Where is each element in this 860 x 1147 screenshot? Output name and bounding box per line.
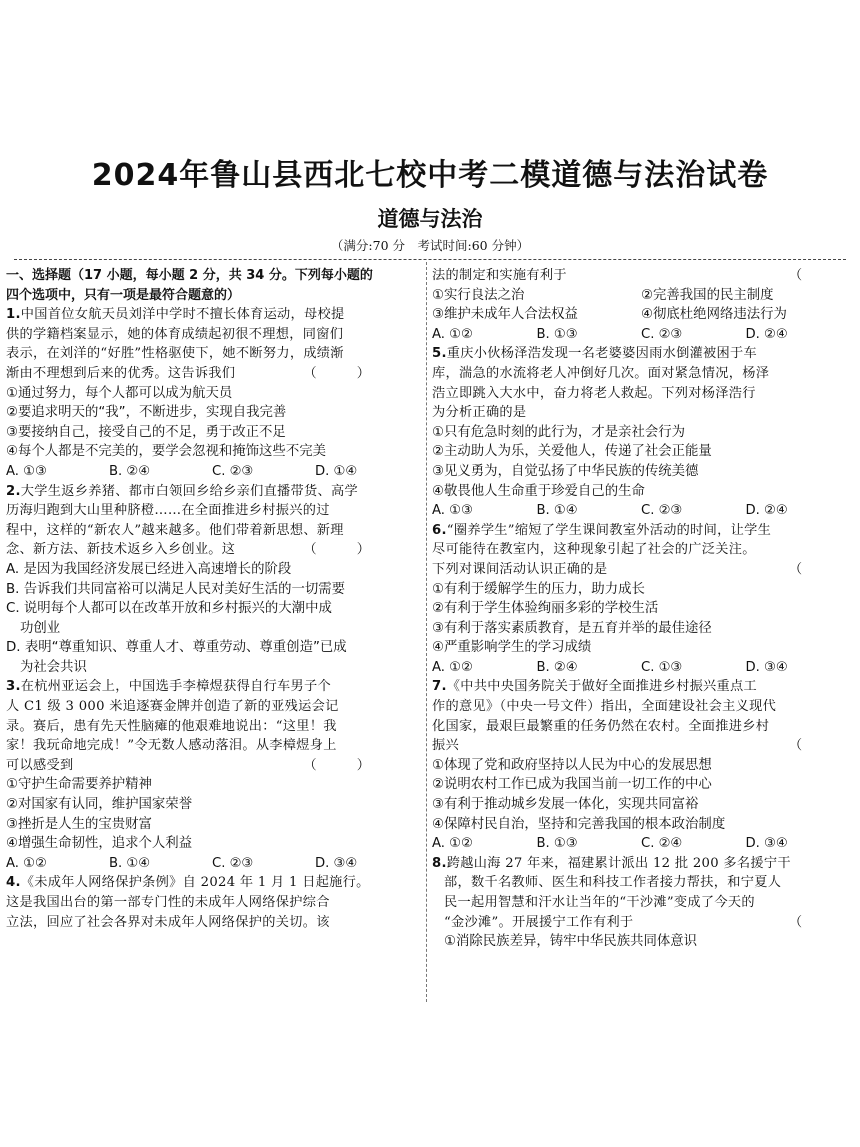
option-a: A. ①③	[432, 503, 473, 519]
option-a: A. ①②	[432, 326, 473, 342]
statement-item: ②说明农村工作已成为我国当前一切工作的中心	[432, 777, 712, 793]
statement-item: ①守护生命需要养护精神	[6, 777, 152, 793]
right-column	[432, 266, 850, 952]
question-stem: 化国家，最艰巨最繁重的任务仍然在农村。全面推进乡村	[432, 718, 770, 734]
question-4-cont	[432, 266, 850, 344]
question-2	[6, 482, 418, 678]
option-b: B. 告诉我们共同富裕可以满足人民对美好生活的一切需要	[6, 581, 346, 597]
question-stem: 浩立即跳入大水中，奋力将老人救起。下列对杨泽浩行	[432, 385, 756, 401]
option-a: A. ①②	[432, 836, 473, 852]
statement-item: ③维护未成年人合法权益	[432, 307, 578, 323]
question-stem: 家！我玩命地完成！”令无数人感动落泪。从李樟煜身上	[6, 738, 337, 754]
statement-item: ①实行良法之治	[432, 287, 525, 303]
question-stem: 重庆小伙杨泽浩发现一名老婆婆因雨水倒灌被困于车	[446, 346, 758, 362]
question-stem: 在杭州亚运会上，中国选手李樟煜获得自行车男子个	[20, 679, 332, 695]
statement-item: ③要接纳自己，接受自己的不足，勇于改正不足	[6, 424, 286, 440]
statement-item: ①有利于缓解学生的压力，助力成长	[432, 581, 645, 597]
question-stem: “圈养学生”缩短了学生课间教室外活动的时间，让学生	[446, 522, 772, 538]
option-c: C. 说明每个人都可以在改革开放和乡村振兴的大潮中成	[6, 601, 332, 617]
question-stem: 中国首位女航天员刘洋中学时不擅长体育运动，母校提	[20, 307, 345, 323]
question-stem: 这是我国出台的第一部专门性的未成年人网络保护综合	[6, 895, 330, 910]
option-b: B. ①③	[536, 326, 578, 342]
statement-item: ②要追求明天的“我”，不断进步，实现自我完善	[6, 405, 287, 421]
statement-item: ②有利于学生体验绚丽多彩的学校生活	[432, 601, 659, 617]
statement-item: ①消除民族差异，铸牢中华民族共同体意识	[444, 934, 698, 950]
option-c-cont: 功创业	[20, 620, 61, 636]
option-b: B. ①③	[536, 836, 578, 852]
statement-item: ①体现了党和政府坚持以人民为中心的发展思想	[432, 757, 712, 773]
option-d: D. ③④	[745, 836, 788, 852]
question-7	[432, 677, 850, 853]
option-c: C. ②④	[641, 836, 683, 852]
section-heading-line2: 四个选项中，只有一项是最符合题意的）	[6, 287, 241, 303]
answer-options	[6, 462, 418, 482]
answer-options	[432, 325, 850, 345]
question-stem: 录。赛后，患有先天性脑瘫的他艰难地说出：“这里！我	[6, 718, 337, 734]
statement-item: ③见义勇为，自觉弘扬了中华民族的传统美德	[432, 463, 699, 479]
statement-item: ②主动助人为乐，关爱他人，传递了社会正能量	[432, 444, 712, 460]
statement-item: ①只有危急时刻的此行为，才是亲社会行为	[432, 424, 686, 440]
exam-title: 2024年鲁山县西北七校中考二模道德与法治试卷	[91, 158, 769, 193]
option-c: C. ②③	[641, 326, 683, 342]
question-stem: 为分析正确的是	[432, 405, 527, 421]
question-1	[6, 305, 418, 481]
question-number: 5.	[432, 346, 447, 362]
question-stem: 民一起用智慧和汗水让当年的“干沙滩”变成了今天的	[444, 895, 755, 910]
question-stem: 振兴	[432, 738, 459, 754]
option-d: D. ②④	[745, 326, 788, 342]
option-d: D. ③④	[315, 855, 358, 871]
statement-item: ②完善我国的民主制度	[641, 287, 774, 303]
question-number: 1.	[6, 307, 21, 323]
question-stem: 尽可能待在教室内，这种现象引起了社会的广泛关注。	[432, 542, 756, 558]
question-stem: 供的学籍档案显示，她的体育成绩起初很不理想，同窗们	[6, 326, 344, 342]
header-divider	[14, 259, 846, 260]
question-4-start	[6, 873, 418, 932]
option-a: A. ①③	[6, 463, 47, 479]
column-divider	[426, 262, 427, 1002]
question-number: 3.	[6, 679, 21, 695]
question-stem: 历海归跑到大山里种脐橙……在全面推进乡村振兴的过	[6, 503, 330, 519]
answer-paren: （ ）	[303, 757, 388, 773]
question-stem: 库，湍急的水流将老人冲倒好几次。面对紧急情况，杨泽	[432, 365, 770, 381]
question-stem: 大学生返乡养猪、都市白领回乡给乡亲们直播带货、高学	[20, 483, 358, 499]
statement-item: ④每个人都是不完美的，要学会忽视和掩饰这些不完美	[6, 444, 326, 460]
option-b: B. ②④	[536, 659, 578, 675]
question-number: 8.	[432, 855, 447, 871]
option-b: B. ②④	[109, 463, 151, 479]
option-a: A. ①②	[432, 659, 473, 675]
answer-paren: （ ）	[303, 542, 388, 558]
statement-item: ②对国家有认同，维护国家荣誉	[6, 797, 193, 813]
question-stem: 《未成年人网络保护条例》自 2024 年 1 月 1 日起施行。	[20, 875, 370, 891]
question-stem: 跨越山海 27 年来，福建累计派出 12 批 200 多名援宁干	[446, 855, 791, 871]
option-d-cont: 为社会共识	[20, 659, 87, 675]
option-a: A. ①②	[6, 855, 47, 871]
answer-paren: （	[788, 738, 820, 754]
statement-item: ④增强生命韧性，追求个人利益	[6, 836, 193, 852]
question-stem: 作的意见》（中央一号文件）指出，全面建设社会主义现代	[432, 699, 777, 715]
option-d: D. ②④	[745, 503, 788, 519]
statement-item: ①通过努力，每个人都可以成为航天员	[6, 385, 233, 401]
answer-options	[6, 854, 418, 874]
answer-paren: （	[788, 561, 820, 577]
question-stem: 程中，这样的“新农人”越来越多。他们带着新思想、新理	[6, 522, 344, 538]
answer-paren: （	[788, 268, 820, 283]
question-stem: 《中共中央国务院关于做好全面推进乡村振兴重点工	[446, 679, 758, 695]
answer-options	[432, 501, 850, 521]
question-3	[6, 677, 418, 873]
statement-item: ③有利于落实素质教育，是五育并举的最佳途径	[432, 620, 712, 636]
question-6	[432, 521, 850, 678]
question-stem: 可以感受到	[6, 757, 74, 773]
option-c: C. ②③	[212, 463, 254, 479]
section-heading-line1: 一、选择题（17 小题，每小题 2 分，共 34 分。下列每小题的	[6, 268, 373, 283]
answer-paren: （ ）	[303, 365, 388, 381]
answer-options	[432, 658, 850, 678]
question-stem: “金沙滩”。开展援宁工作有利于	[444, 914, 634, 930]
option-a: A. 是因为我国经济发展已经进入高速增长的阶段	[6, 561, 292, 577]
option-d: D. ③④	[745, 659, 788, 675]
question-stem: 念、新方法、新技术返乡入乡创业。这	[6, 542, 236, 558]
option-b: B. ①④	[109, 855, 151, 871]
question-stem: 表示，在刘洋的“好胜”性格驱使下，她不断努力，成绩渐	[6, 346, 344, 362]
subject-heading: 道德与法治	[377, 207, 483, 231]
question-stem: 立法，回应了社会各界对未成年人网络保护的关切。该	[6, 914, 330, 930]
question-number: 2.	[6, 483, 21, 499]
statement-item: ④保障村民自治，坚持和完善我国的根本政治制度	[432, 816, 726, 832]
answer-paren: （	[788, 914, 820, 930]
question-stem: 部，数千名教师、医生和科技工作者接力帮扶，和宁夏人	[444, 875, 782, 891]
option-b: B. ①④	[536, 503, 578, 519]
option-d: D. 表明“尊重知识、尊重人才、尊重劳动、尊重创造”已成	[6, 640, 347, 656]
question-5	[432, 344, 850, 520]
question-number: 6.	[432, 522, 447, 538]
option-d: D. ①④	[315, 463, 358, 479]
exam-info: （满分:70 分 考试时间:60 分钟）	[330, 238, 530, 253]
question-stem: 下列对课间活动认识正确的是	[432, 561, 608, 577]
left-column	[6, 266, 418, 932]
question-number: 4.	[6, 875, 21, 891]
statement-item: ③挫折是人生的宝贵财富	[6, 816, 152, 832]
answer-options	[432, 834, 850, 854]
question-8	[432, 854, 850, 952]
question-stem: 渐由不理想到后来的优秀。这告诉我们	[6, 365, 236, 381]
option-c: C. ①③	[641, 659, 683, 675]
question-number: 7.	[432, 679, 447, 695]
statement-item: ③有利于推动城乡发展一体化，实现共同富裕	[432, 797, 699, 813]
question-stem: 人 C1 级 3 000 米追逐赛金牌并创造了新的亚残运会记	[6, 699, 339, 715]
statement-item: ④严重影响学生的学习成绩	[432, 640, 592, 656]
statement-item: ④彻底杜绝网络违法行为	[641, 307, 787, 323]
option-c: C. ②③	[641, 503, 683, 519]
statement-item: ④敬畏他人生命重于珍爱自己的生命	[432, 483, 645, 499]
option-c: C. ②③	[212, 855, 254, 871]
question-stem: 法的制定和实施有利于	[432, 268, 567, 283]
